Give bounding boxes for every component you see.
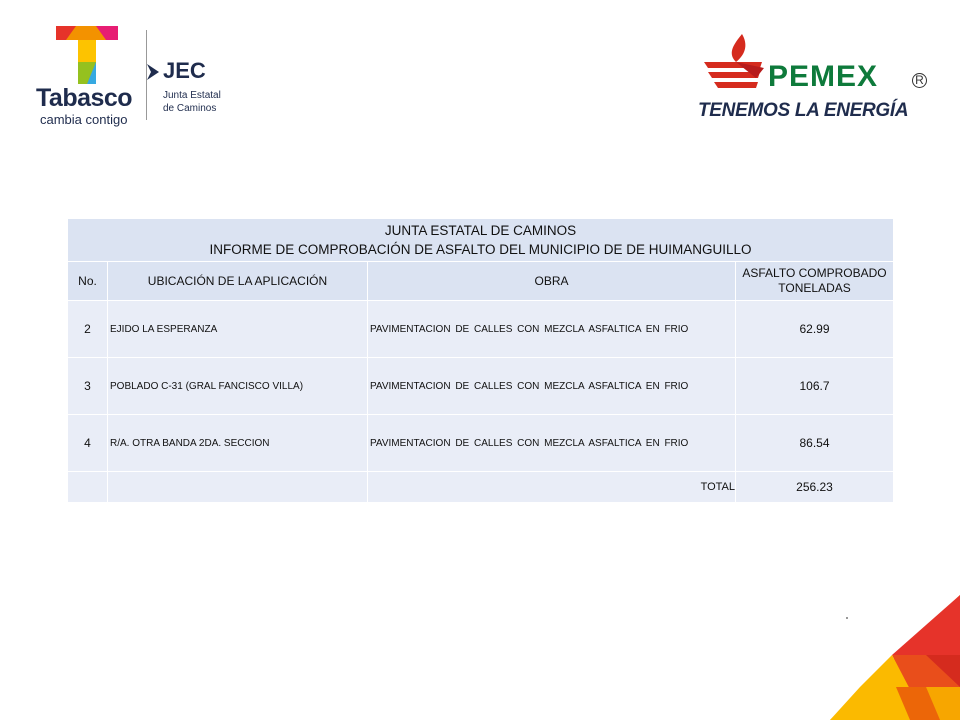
total-label: TOTAL <box>368 472 736 503</box>
tabasco-wordmark: Tabasco <box>36 84 133 112</box>
header-location: UBICACIÓN DE LA APLICACIÓN <box>108 262 368 301</box>
decorative-corner-shape <box>830 595 960 720</box>
jec-logo <box>147 58 247 128</box>
header-asphalt <box>736 262 894 301</box>
header-asphalt-line1: ASFALTO COMPROBADO <box>742 266 887 280</box>
report-title-row <box>68 219 894 262</box>
tabasco-slogan: cambia contigo <box>40 112 128 127</box>
asphalt-report-table <box>67 218 894 503</box>
row-tons: 86.54 <box>736 415 894 472</box>
report-title-line2: INFORME DE COMPROBACIÓN DE ASFALTO DEL MUNICIPIO DE DE HUIMANGUILLO <box>209 242 752 257</box>
row-work: PAVIMENTACION DE CALLES CON MEZCLA ASFALTICA EN FRIO <box>368 415 736 472</box>
pemex-wordmark: PEMEX <box>768 60 879 93</box>
row-tons: 62.99 <box>736 301 894 358</box>
pemex-logo <box>696 30 936 126</box>
header-asphalt-line2: TONELADAS <box>778 281 851 295</box>
table-header-row <box>68 262 894 301</box>
row-location: R/A. OTRA BANDA 2DA. SECCION <box>108 415 368 472</box>
table-row <box>68 358 894 415</box>
report-title <box>68 219 894 262</box>
table-row <box>68 301 894 358</box>
pemex-eagle-icon <box>702 32 766 96</box>
total-value: 256.23 <box>736 472 894 503</box>
row-work: PAVIMENTACION DE CALLES CON MEZCLA ASFALTICA EN FRIO <box>368 301 736 358</box>
header-work: OBRA <box>368 262 736 301</box>
row-number: 4 <box>68 415 108 472</box>
table-row <box>68 415 894 472</box>
row-tons: 106.7 <box>736 358 894 415</box>
jec-line1: Junta Estatal <box>163 90 221 101</box>
registered-mark: R <box>912 73 927 88</box>
jec-chevron-icon <box>147 64 159 80</box>
header-no: No. <box>68 262 108 301</box>
total-row <box>68 472 894 503</box>
tabasco-logo <box>30 26 145 126</box>
total-empty-cell <box>68 472 108 503</box>
jec-name: JEC <box>163 58 206 83</box>
total-empty-cell <box>108 472 368 503</box>
row-location: EJIDO LA ESPERANZA <box>108 301 368 358</box>
row-work: PAVIMENTACION DE CALLES CON MEZCLA ASFALTICA EN FRIO <box>368 358 736 415</box>
row-number: 3 <box>68 358 108 415</box>
row-location: POBLADO C-31 (GRAL FANCISCO VILLA) <box>108 358 368 415</box>
tabasco-t-icon <box>56 26 118 84</box>
row-number: 2 <box>68 301 108 358</box>
jec-line2: de Caminos <box>163 103 217 114</box>
pemex-tagline: TENEMOS LA ENERGÍA <box>698 100 909 121</box>
report-title-line1: JUNTA ESTATAL DE CAMINOS <box>384 223 577 238</box>
